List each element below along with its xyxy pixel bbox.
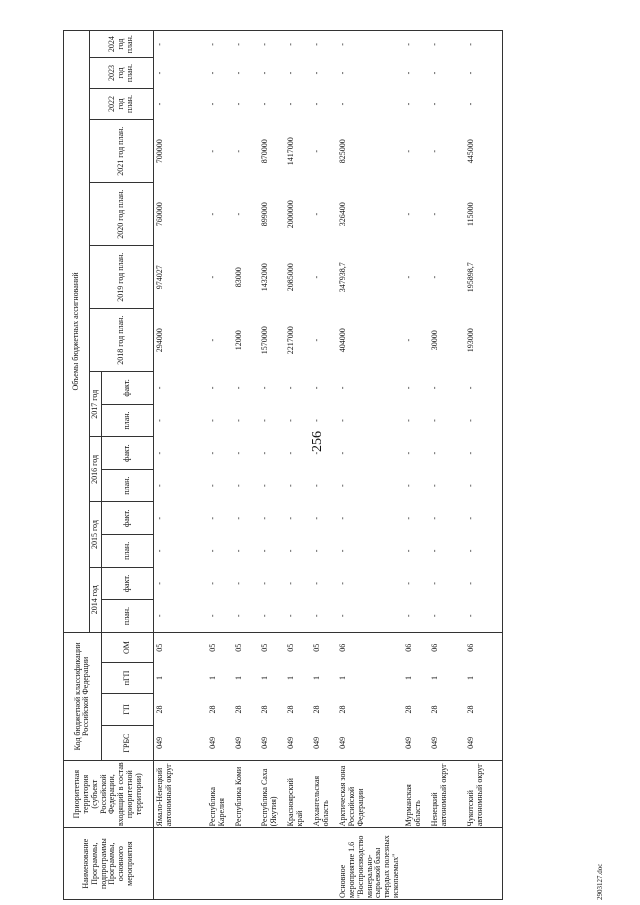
header-2017-fact: факт.: [101, 372, 153, 405]
cell-value: -: [338, 451, 348, 455]
cell-grbs: 049: [208, 736, 218, 749]
cell-value: -: [286, 71, 296, 75]
cell-value: -: [208, 582, 218, 585]
header-budget-code: Код бюджетной классификации Российской Федерации: [64, 632, 102, 760]
header-2020: 2020 год план.: [90, 183, 154, 246]
cell-value: 899000: [260, 202, 270, 227]
cell-value: -: [338, 71, 348, 75]
cell-value: -: [286, 484, 296, 488]
cell-value: 30000: [429, 330, 439, 351]
header-2024: 2024 год план.: [90, 31, 154, 58]
cell-value: -: [312, 149, 322, 153]
cell-territory: Мурманская область: [403, 760, 429, 827]
cell-value: -: [260, 582, 270, 585]
cell-value: -: [286, 102, 296, 106]
cell-value: 12000: [234, 330, 244, 351]
cell-value: -: [154, 451, 164, 455]
cell-value: -: [260, 71, 270, 75]
table-row: [311, 31, 337, 900]
cell-value: -: [208, 614, 218, 618]
cell-value: -: [465, 31, 503, 58]
cell-value: -: [429, 102, 439, 106]
header-name: Наименование Программы, подпрограммы Программы, основного мероприятия: [64, 828, 154, 900]
cell-value: -: [465, 58, 503, 88]
cell-value: -: [154, 102, 164, 106]
cell-value: -: [403, 149, 413, 153]
cell-value: -: [429, 582, 439, 585]
header-2016-plan: план.: [101, 469, 153, 502]
header-2017-plan: план.: [101, 404, 153, 437]
cell-value: -: [337, 31, 403, 58]
cell-value: -: [234, 549, 244, 553]
header-2015-plan: план.: [101, 535, 153, 568]
cell-value: -: [311, 31, 337, 58]
cell-value: -: [312, 549, 322, 553]
cell-value: 347938,7: [338, 262, 348, 293]
cell-om: 05: [233, 632, 259, 662]
cell-value: -: [286, 582, 296, 585]
table-row: [233, 31, 259, 900]
cell-value: -: [403, 338, 413, 342]
cell-value: -: [154, 516, 164, 520]
cell-value: 404000: [338, 328, 348, 353]
header-pgp: пГП: [101, 663, 153, 693]
cell-value: -: [260, 614, 270, 618]
cell-value: -: [465, 404, 503, 437]
cell-name: [403, 828, 429, 900]
cell-om: 06: [465, 632, 503, 662]
cell-value: -: [465, 600, 503, 633]
cell-name: [429, 828, 465, 900]
header-2014-fact: факт.: [101, 567, 153, 600]
cell-om: 05: [285, 632, 311, 662]
budget-table: [63, 30, 503, 900]
table-row: [403, 31, 429, 900]
cell-value: -: [312, 484, 322, 488]
cell-value: -: [403, 386, 413, 390]
cell-gp: 28: [234, 705, 244, 714]
cell-gp: 28: [286, 705, 296, 714]
cell-value: -: [403, 484, 413, 488]
cell-name: [233, 828, 259, 900]
cell-pgp: 1: [234, 675, 244, 680]
cell-value: -: [429, 71, 439, 75]
header-volumes: Объемы бюджетных ассигнований: [64, 31, 90, 633]
cell-value: -: [403, 549, 413, 553]
cell-value: 2085000: [286, 263, 296, 292]
cell-value: -: [312, 451, 322, 455]
header-2014-plan: план.: [101, 600, 153, 633]
cell-value: -: [208, 212, 218, 216]
cell-value: -: [234, 149, 244, 153]
cell-om: 05: [259, 632, 285, 662]
cell-name: [465, 828, 503, 900]
cell-om: 05: [153, 632, 207, 662]
cell-value: -: [260, 419, 270, 422]
cell-grbs: 049: [234, 736, 244, 749]
table-row: [153, 31, 207, 900]
cell-value: -: [429, 419, 439, 422]
cell-value: -: [312, 419, 322, 422]
cell-value: -: [403, 102, 413, 106]
header-2023: 2023 год план.: [90, 58, 154, 88]
cell-value: -: [260, 516, 270, 520]
cell-value: -: [286, 614, 296, 618]
cell-value: -: [234, 516, 244, 520]
header-gp: ГП: [101, 693, 153, 726]
cell-territory: Архангельская область: [311, 760, 337, 827]
cell-value: -: [403, 31, 429, 58]
cell-value: 1570000: [260, 326, 270, 355]
cell-value: -: [208, 419, 218, 422]
cell-territory: Ненецкий автономный округ: [429, 760, 465, 827]
cell-value: -: [286, 419, 296, 422]
cell-value: -: [403, 614, 413, 618]
header-om: ОМ: [101, 632, 153, 662]
cell-name: [311, 828, 337, 900]
cell-value: -: [260, 549, 270, 553]
cell-value: -: [154, 419, 164, 422]
cell-grbs: 049: [154, 736, 164, 749]
header-2017: 2017 год: [90, 372, 102, 437]
cell-value: -: [234, 582, 244, 585]
cell-value: 700000: [154, 139, 164, 164]
cell-grbs: 049: [429, 736, 439, 749]
cell-value: -: [154, 484, 164, 488]
cell-value: -: [429, 31, 465, 58]
cell-value: -: [208, 484, 218, 488]
cell-value: -: [208, 338, 218, 342]
cell-gp: 28: [208, 705, 218, 714]
cell-value: -: [429, 386, 439, 390]
cell-om: 06: [403, 632, 429, 662]
cell-value: -: [286, 451, 296, 455]
cell-om: 05: [311, 632, 337, 662]
cell-grbs: 049: [286, 736, 296, 749]
cell-value: -: [338, 419, 348, 422]
cell-value: -: [312, 212, 322, 216]
cell-gp: 28: [403, 705, 413, 714]
cell-value: 1432000: [260, 263, 270, 292]
cell-value: -: [312, 338, 322, 342]
cell-value: 760000: [154, 202, 164, 227]
cell-value: -: [154, 614, 164, 618]
cell-pgp: 1: [260, 675, 270, 680]
header-2015-fact: факт.: [101, 502, 153, 535]
header-2022: 2022 год план.: [90, 88, 154, 119]
header-2021: 2021 год план.: [90, 120, 154, 183]
table-row: [429, 31, 465, 900]
table-row: [207, 31, 233, 900]
cell-value: -: [465, 437, 503, 470]
cell-value: -: [208, 386, 218, 390]
cell-pgp: 1: [465, 663, 503, 693]
cell-territory: Республика Саха (Якутия): [259, 760, 285, 827]
cell-value: -: [207, 31, 233, 58]
cell-value: -: [312, 582, 322, 585]
cell-value: -: [154, 386, 164, 390]
cell-value: -: [154, 549, 164, 553]
cell-value: -: [429, 614, 439, 618]
cell-value: -: [429, 275, 439, 279]
cell-value: -: [465, 469, 503, 502]
cell-value: -: [338, 582, 348, 585]
cell-pgp: 1: [312, 675, 322, 680]
document-footer: 2903127.doc: [596, 863, 604, 900]
cell-value: -: [465, 567, 503, 600]
cell-value: -: [465, 88, 503, 119]
cell-value: 825000: [338, 139, 348, 164]
cell-pgp: 1: [208, 675, 218, 680]
cell-value: 193000: [465, 309, 503, 372]
cell-pgp: 1: [429, 675, 439, 680]
cell-value: -: [312, 614, 322, 618]
cell-value: -: [312, 516, 322, 520]
cell-grbs: 049: [465, 726, 503, 761]
cell-value: -: [234, 71, 244, 75]
table-body: [153, 31, 503, 900]
cell-gp: 28: [154, 705, 164, 714]
cell-value: -: [234, 386, 244, 390]
cell-value: -: [338, 484, 348, 488]
cell-value: 2000000: [286, 200, 296, 229]
cell-value: -: [338, 102, 348, 106]
cell-gp: 28: [429, 705, 439, 714]
cell-value: -: [312, 102, 322, 106]
cell-value: 294000: [154, 328, 164, 353]
cell-value: 195898,7: [465, 246, 503, 309]
cell-value: -: [403, 71, 413, 75]
cell-pgp: 1: [403, 675, 413, 680]
cell-value: -: [338, 516, 348, 520]
cell-value: -: [403, 212, 413, 216]
header-grbs: ГРБС: [101, 726, 153, 761]
cell-name: Основное мероприятие 1.6 "Воспроизводство минерально-сырьевой базы твердых полезных ископаемых": [337, 828, 403, 900]
cell-name: [207, 828, 233, 900]
header-2016-fact: факт.: [101, 437, 153, 470]
cell-value: -: [429, 549, 439, 553]
cell-value: -: [312, 275, 322, 279]
page-number: 256: [310, 431, 325, 452]
cell-territory: Чукотский автономный округ: [465, 760, 503, 827]
cell-value: -: [154, 71, 164, 75]
cell-name: [153, 828, 207, 900]
header-2019: 2019 год план.: [90, 246, 154, 309]
cell-value: -: [208, 149, 218, 153]
cell-grbs: 049: [403, 736, 413, 749]
cell-gp: 28: [465, 693, 503, 726]
cell-value: -: [286, 516, 296, 520]
cell-value: 326400: [338, 202, 348, 227]
header-2014: 2014 год: [90, 567, 102, 632]
cell-value: -: [153, 31, 207, 58]
cell-value: -: [285, 31, 311, 58]
cell-territory: Арктическая зона Российской Федерации: [337, 760, 403, 827]
cell-value: -: [429, 149, 439, 153]
header-territory: Приоритетная территория (субъект Российской Федерации, входящий в состав приоритетной территории): [64, 760, 154, 827]
cell-territory: Красноярский край: [285, 760, 311, 827]
cell-territory: Республика Коми: [233, 760, 259, 827]
cell-value: -: [233, 31, 259, 58]
table-row: [285, 31, 311, 900]
cell-value: 2217000: [286, 326, 296, 355]
cell-value: -: [208, 71, 218, 75]
cell-value: -: [260, 102, 270, 106]
cell-value: -: [234, 614, 244, 618]
cell-value: -: [429, 451, 439, 455]
cell-value: -: [208, 102, 218, 106]
rotated-table-container: [63, 30, 593, 900]
cell-value: -: [403, 582, 413, 585]
cell-value: -: [338, 614, 348, 618]
cell-value: -: [403, 419, 413, 422]
cell-value: -: [429, 484, 439, 488]
cell-gp: 28: [312, 705, 322, 714]
cell-value: -: [260, 451, 270, 455]
cell-pgp: 1: [338, 675, 348, 680]
cell-value: -: [234, 212, 244, 216]
cell-value: -: [465, 535, 503, 568]
cell-value: -: [465, 502, 503, 535]
cell-value: -: [234, 451, 244, 455]
cell-value: -: [208, 549, 218, 553]
cell-value: -: [403, 275, 413, 279]
cell-gp: 28: [338, 705, 348, 714]
cell-value: -: [260, 484, 270, 488]
cell-gp: 28: [260, 705, 270, 714]
cell-value: -: [234, 102, 244, 106]
cell-value: -: [312, 386, 322, 390]
cell-value: -: [208, 516, 218, 520]
cell-value: 1417000: [286, 137, 296, 166]
cell-om: 06: [429, 632, 465, 662]
cell-pgp: 1: [286, 675, 296, 680]
cell-value: -: [429, 516, 439, 520]
header-2018: 2018 год план.: [90, 309, 154, 372]
cell-grbs: 049: [338, 736, 348, 749]
cell-value: -: [208, 451, 218, 455]
cell-value: 974027: [154, 265, 164, 290]
header-2015: 2015 год: [90, 502, 102, 567]
cell-value: -: [312, 71, 322, 75]
table-row: [465, 31, 503, 900]
cell-value: 445000: [465, 120, 503, 183]
cell-value: -: [286, 386, 296, 390]
cell-value: -: [208, 275, 218, 279]
cell-value: -: [286, 549, 296, 553]
cell-value: -: [429, 212, 439, 216]
cell-value: -: [403, 451, 413, 455]
table-row: [337, 31, 403, 900]
cell-value: -: [259, 31, 285, 58]
cell-value: -: [260, 386, 270, 390]
cell-value: -: [154, 582, 164, 585]
cell-value: -: [234, 419, 244, 422]
cell-value: -: [403, 516, 413, 520]
cell-value: -: [338, 549, 348, 553]
table-row: [259, 31, 285, 900]
cell-pgp: 1: [154, 675, 164, 680]
cell-value: -: [465, 372, 503, 405]
cell-name: [259, 828, 285, 900]
cell-grbs: 049: [260, 736, 270, 749]
cell-value: 83000: [234, 267, 244, 288]
cell-value: 870000: [260, 139, 270, 164]
cell-om: 05: [207, 632, 233, 662]
cell-value: -: [234, 484, 244, 488]
cell-territory: Республика Карелия: [207, 760, 233, 827]
cell-territory: Ямало-Ненецкий автономный округ: [153, 760, 207, 827]
cell-name: [285, 828, 311, 900]
cell-value: -: [338, 386, 348, 390]
cell-grbs: 049: [312, 736, 322, 749]
cell-value: 115000: [465, 183, 503, 246]
cell-om: 06: [337, 632, 403, 662]
header-2016: 2016 год: [90, 437, 102, 502]
